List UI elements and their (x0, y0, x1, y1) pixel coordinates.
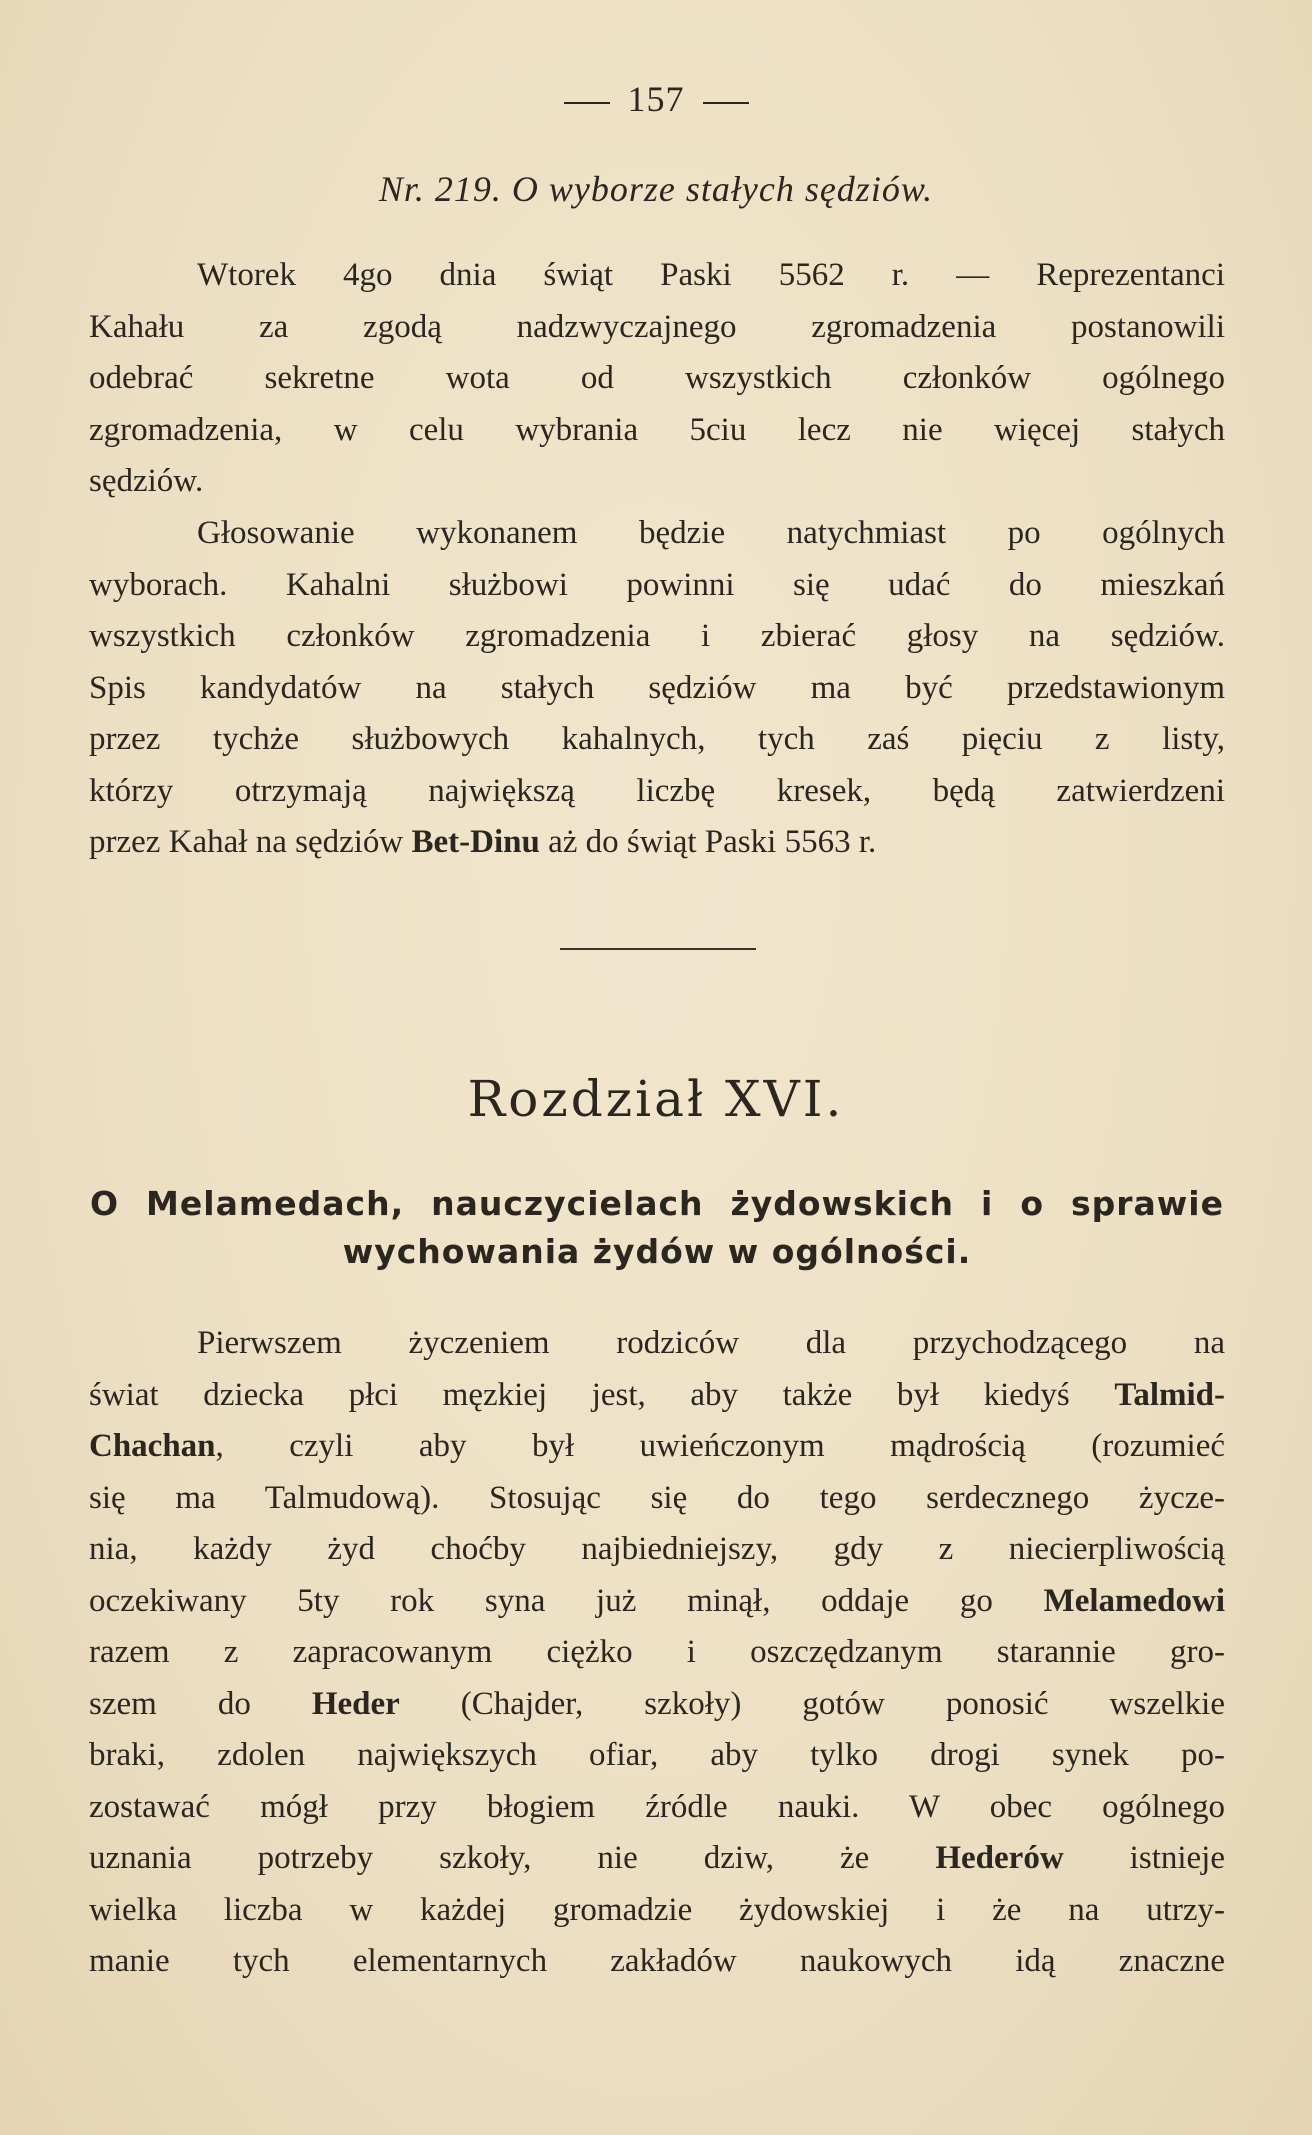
text-line: Wtorek 4go dnia świąt Paski 5562 r. — Reprezentanci (197, 257, 1225, 293)
text-run: szem do (89, 1685, 312, 1722)
paragraph-3 (89, 1318, 1225, 1988)
text-line: Kahału za zgodą nadzwyczajnego zgromadzenia postanowili (89, 308, 1225, 345)
term-hederow: Hederów (935, 1840, 1064, 1876)
text-line: się ma Talmudową). Stosując się do tego serdecznego życze- (89, 1479, 1225, 1516)
dash-left (564, 102, 610, 104)
term-chachan: Chachan (89, 1428, 216, 1464)
text-line (89, 1833, 1225, 1885)
text-line: nia, każdy żyd choćby najbiedniejszy, gdy z niecierpliwością (89, 1531, 1225, 1567)
heading-line: O Melamedach, nauczycielach żydowskich i o sprawie (90, 1184, 1224, 1223)
text-line (89, 1421, 1225, 1473)
page-number-text: 157 (627, 79, 685, 119)
text-run: aż do świąt Paski 5563 r. (539, 824, 877, 860)
text-line: manie tych elementarnych zakładów naukowych idą znaczne (89, 1943, 1225, 1979)
heading-line: wychowania żydów w ogólności. (342, 1232, 972, 1271)
text-run: przez Kahał na sędziów (89, 824, 412, 860)
text-run: , czyli aby był uwieńczonym mądrością (rozumieć (215, 1428, 1225, 1464)
section-divider (560, 948, 756, 950)
text-line: wyborach. Kahalni służbowi powinni się udać do mieszkań (89, 566, 1225, 603)
text-line: Spis kandydatów na stałych sędziów ma być przedstawionym (89, 669, 1225, 706)
term-heder: Heder (311, 1685, 400, 1722)
text-line: razem z zapracowanym ciężko i oszczędzanym starannie gro- (89, 1634, 1225, 1670)
text-line (89, 1576, 1225, 1628)
chapter-title: Rozdział XVI. (467, 1070, 845, 1128)
text-run: oczekiwany 5ty rok syna już minął, oddaje go (89, 1582, 1044, 1619)
text-line: przez tychże służbowych kahalnych, tych zaś pięciu z listy, (89, 721, 1225, 757)
text-line: Głosowanie wykonanem będzie natychmiast po ogólnych (197, 515, 1225, 551)
text-line: Pierwszem życzeniem rodziców dla przychodzącego na (197, 1325, 1225, 1361)
text-line: zostawać mógł przy błogiem źródle nauki. W obec ogólnego (89, 1788, 1225, 1825)
term-melamedowi: Melamedowi (1043, 1582, 1225, 1619)
text-line: sędziów. (89, 463, 204, 499)
text-run: uznania potrzeby szkoły, nie dziw, że (89, 1840, 936, 1876)
text-line: wielka liczba w każdej gromadzie żydowskiej i że na utrzy- (89, 1891, 1225, 1928)
term-talmid: Talmid- (1114, 1376, 1225, 1413)
paragraph-2 (89, 508, 1225, 869)
text-run: świat dziecka płci męzkiej jest, aby także był kiedyś (89, 1376, 1115, 1413)
text-line: którzy otrzymają największą liczbę kresek, będą zatwierdzeni (89, 772, 1225, 809)
section-title: Nr. 219. O wyborze stałych sędziów. (378, 169, 934, 209)
chapter-heading (90, 1180, 1224, 1276)
text-line: zgromadzenia, w celu wybrania 5ciu lecz nie więcej stałych (89, 411, 1225, 448)
text-line: wszystkich członków zgromadzenia i zbierać głosy na sędziów. (89, 618, 1225, 654)
term-bet-dinu: Bet-Dinu (411, 824, 540, 860)
text-run: (Chajder, szkoły) gotów ponosić wszelkie (399, 1685, 1225, 1722)
page-number (0, 78, 1312, 120)
text-line (89, 1679, 1225, 1731)
text-run: istnieje (1063, 1840, 1225, 1876)
dash-right (703, 102, 749, 104)
text-line: braki, zdolen największych ofiar, aby tylko drogi synek po- (89, 1737, 1225, 1773)
text-line: odebrać sekretne wota od wszystkich członków ogólnego (89, 360, 1225, 396)
text-line (89, 1370, 1225, 1422)
text-line (89, 817, 1225, 869)
paragraph-1 (89, 250, 1225, 508)
